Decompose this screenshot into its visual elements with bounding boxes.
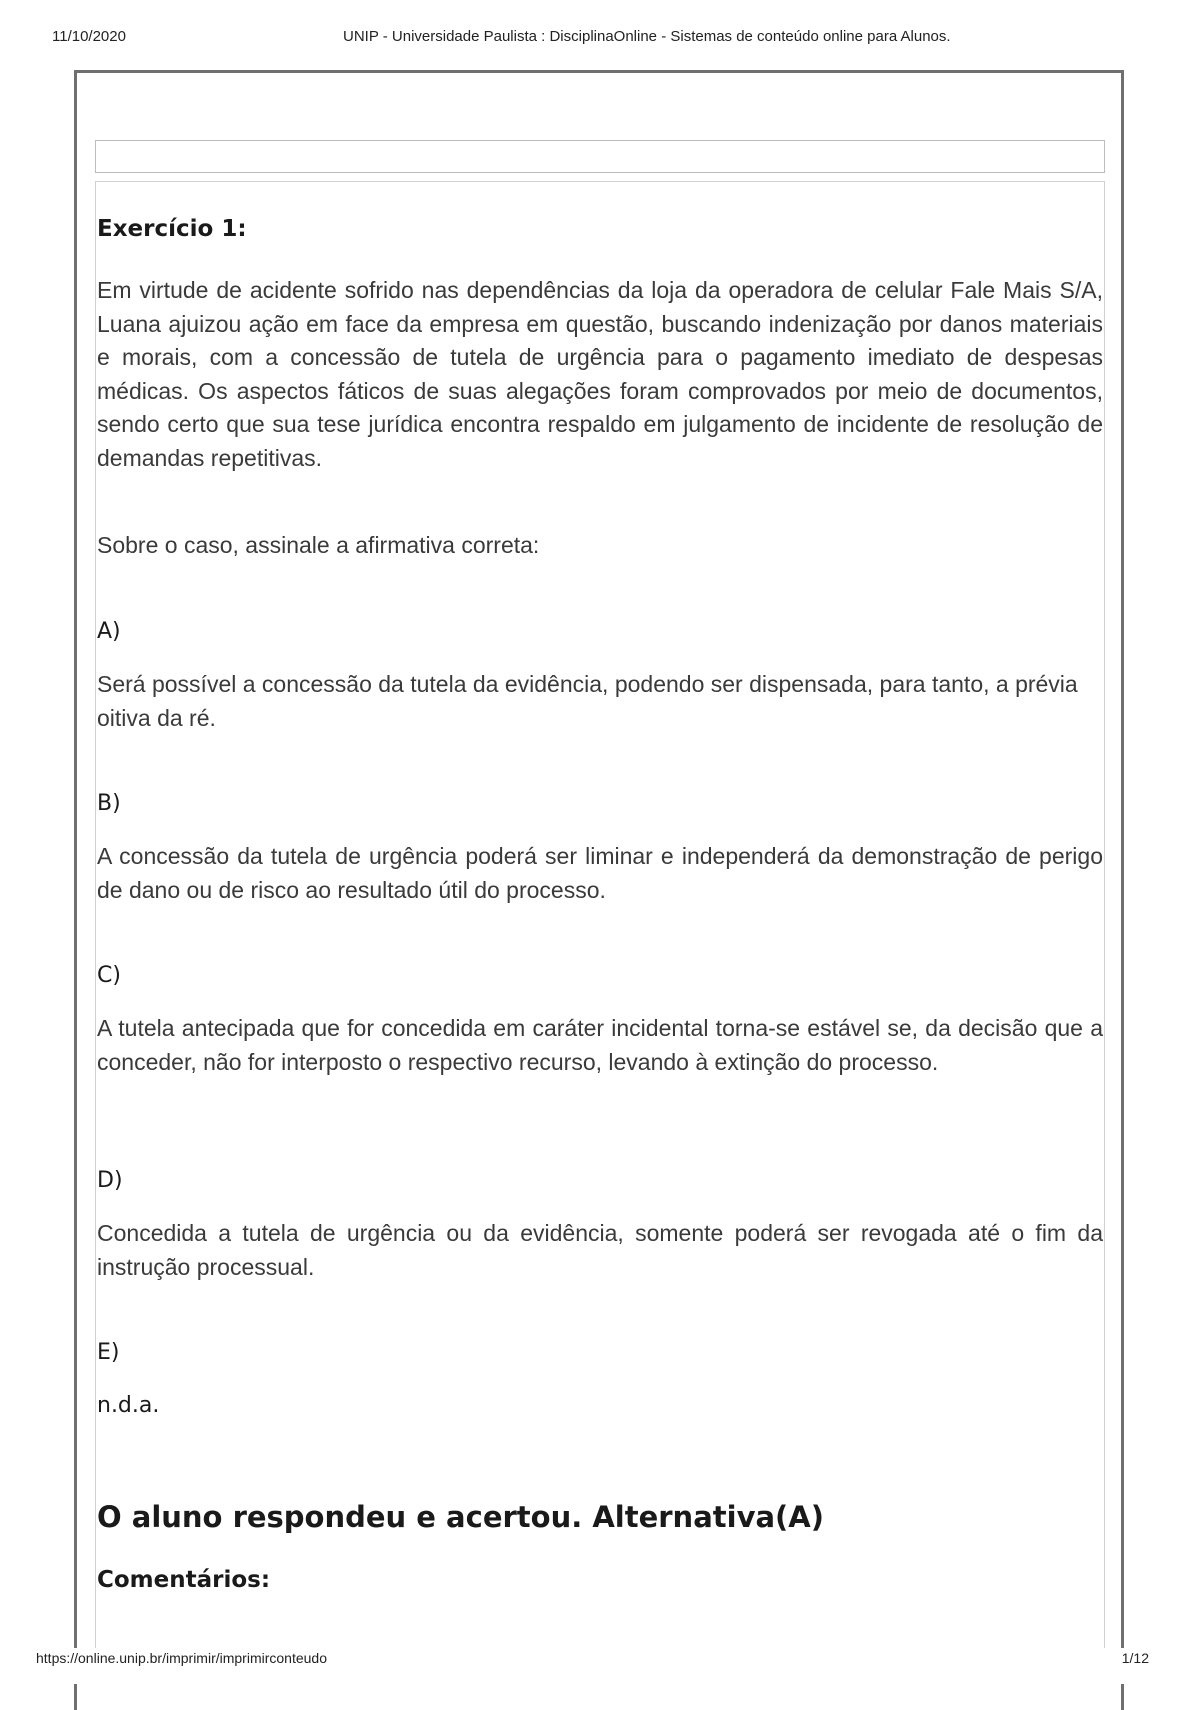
option-e-letter: E) <box>97 1340 120 1365</box>
print-url: https://online.unip.br/imprimir/imprimirconteudo <box>36 1650 331 1666</box>
empty-header-box <box>95 140 1105 173</box>
page-number: 1/12 <box>1118 1650 1149 1666</box>
option-e-text: n.d.a. <box>97 1393 160 1418</box>
comments-heading: Comentários: <box>97 1567 271 1593</box>
answer-result: O aluno respondeu e acertou. Alternativa(A) <box>97 1500 824 1534</box>
print-date: 11/10/2020 <box>52 28 126 45</box>
exercise-title: Exercício 1: <box>97 216 247 242</box>
option-c-letter: C) <box>97 963 121 988</box>
option-a-text: Será possível a concessão da tutela da evidência, podendo ser dispensada, para tanto, a prévia oitiva da ré. <box>97 671 1078 731</box>
option-c-text: A tutela antecipada que for concedida em caráter incidental torna-se estável se, da decisão que a conceder, não for interposto o respectivo recurso, levando à extinção do processo. <box>97 1015 1103 1075</box>
option-d-letter: D) <box>97 1168 123 1193</box>
question-text: Em virtude de acidente sofrido nas dependências da loja da operadora de celular Fale Mais S/A, Luana ajuizou ação em face da empresa em questão, buscando indenização por danos materiais e morais, com a concessão de tutela de urgência para o pagamento imediato de despesas médicas. Os aspectos fáticos de suas alegações foram comprovados por meio de documentos, sendo certo que sua tese jurídica encontra respaldo em julgamento de incidente de resolução de demandas repetitivas. <box>97 277 1103 471</box>
question-prompt: Sobre o caso, assinale a afirmativa correta: <box>97 532 540 558</box>
option-b-text: A concessão da tutela de urgência poderá ser liminar e independerá da demonstração de perigo de dano ou de risco ao resultado útil do processo. <box>97 843 1103 903</box>
option-b-letter: B) <box>97 791 121 816</box>
option-d-text: Concedida a tutela de urgência ou da evidência, somente poderá ser revogada até o fim da instrução processual. <box>97 1220 1103 1280</box>
print-page-title: UNIP - Universidade Paulista : DisciplinaOnline - Sistemas de conteúdo online para Alunos. <box>343 28 951 45</box>
option-a-letter: A) <box>97 619 121 644</box>
